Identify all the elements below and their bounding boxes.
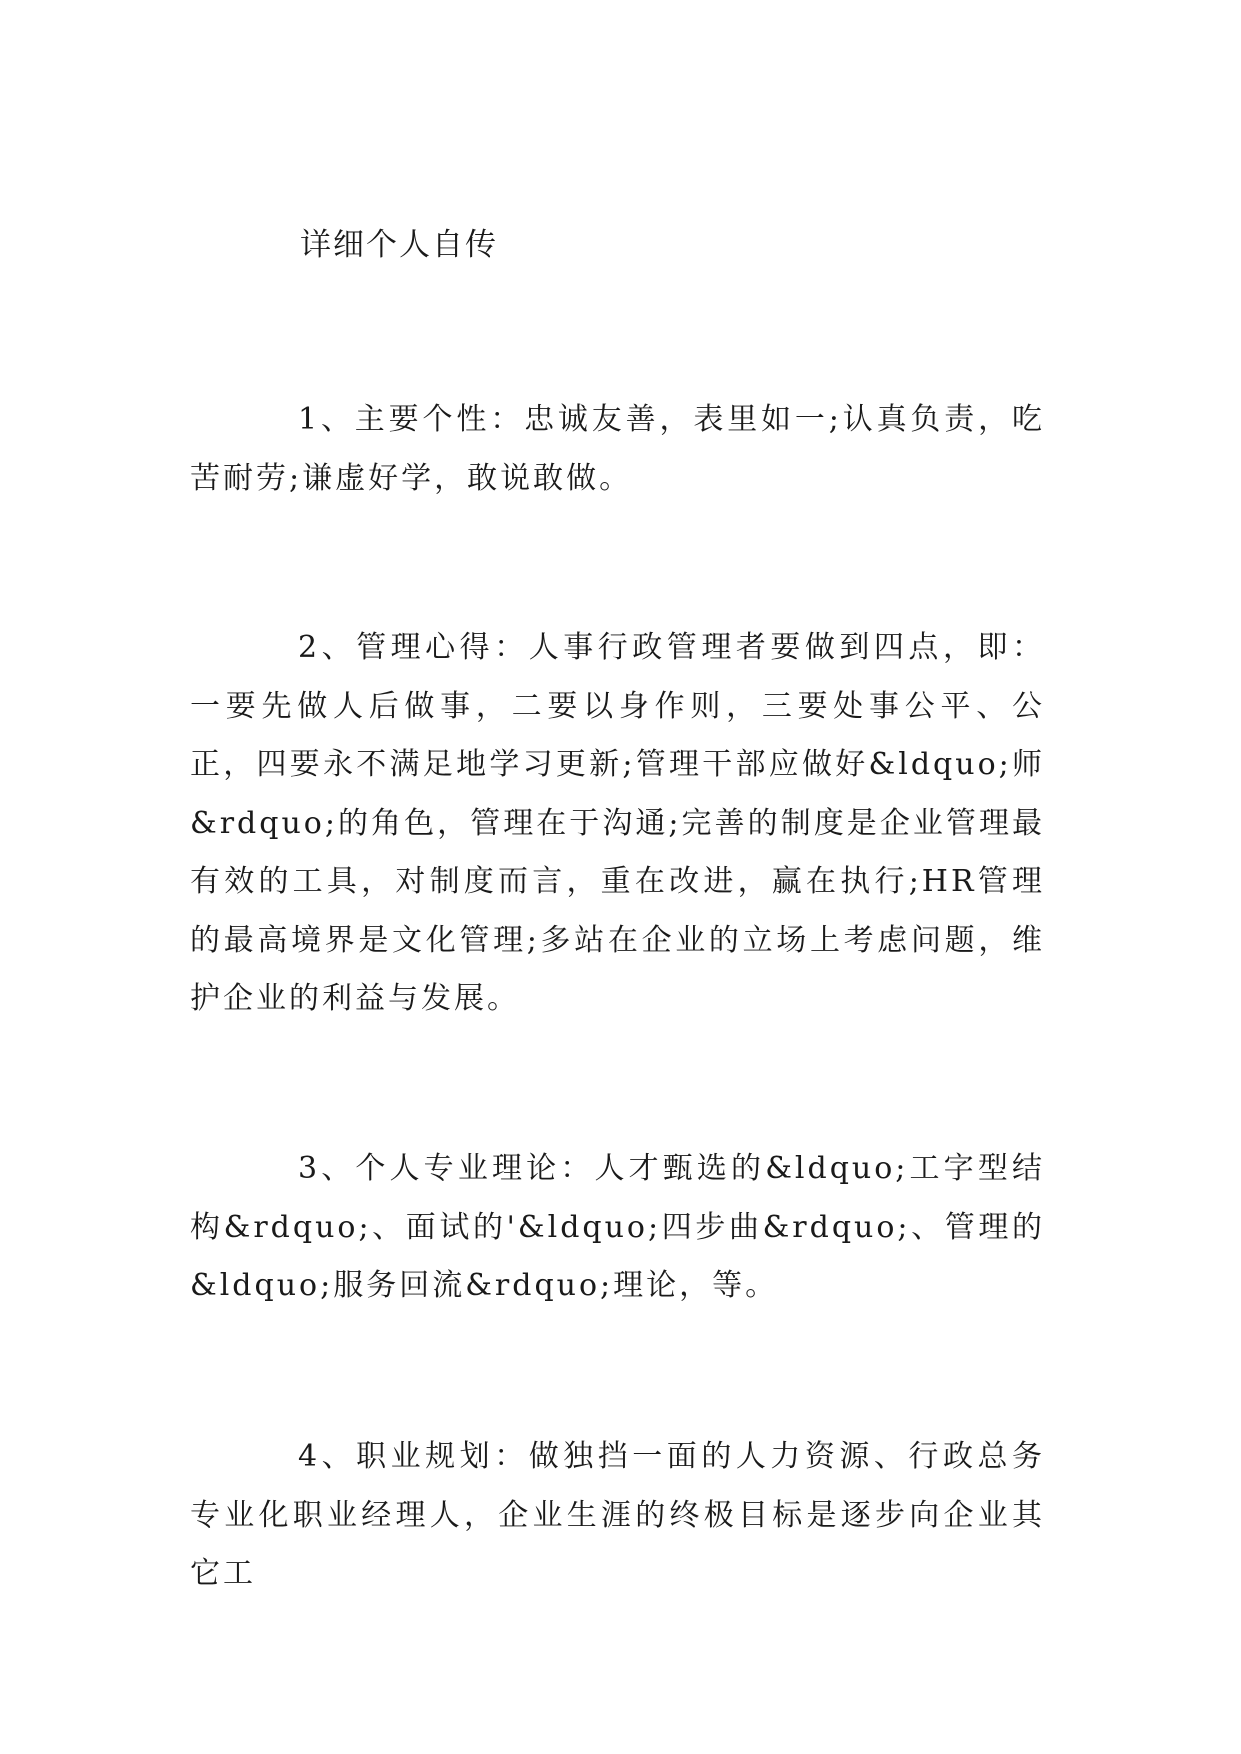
- paragraph-management-insights: 2、管理心得：人事行政管理者要做到四点，即：一要先做人后做事，二要以身作则，三要处事公平、公正，四要永不满足地学习更新;管理干部应做好&ldquo;师&rdquo;的角色，管理在于沟通;完善的制度是企业管理最有效的工具，对制度而言，重在改进，赢在执行;HR管理的最高境界是文化管理;多站在企业的立场上考虑问题，维护企业的利益与发展。: [190, 630, 1045, 1016]
- paragraph-career-planning: 4、职业规划：做独挡一面的人力资源、行政总务专业化职业经理人，企业生涯的终极目标是逐步向企业其它工: [190, 1439, 1045, 1591]
- document-title: 详细个人自传: [300, 227, 498, 263]
- paragraph-personality: 1、主要个性：忠诚友善，表里如一;认真负责，吃苦耐劳;谦虚好学，敢说敢做。: [190, 402, 1045, 496]
- paragraph-professional-theory: 3、个人专业理论：人才甄选的&ldquo;工字型结构&rdquo;、面试的'&ldquo;四步曲&rdquo;、管理的&ldquo;服务回流&rdquo;理论，等。: [190, 1151, 1045, 1303]
